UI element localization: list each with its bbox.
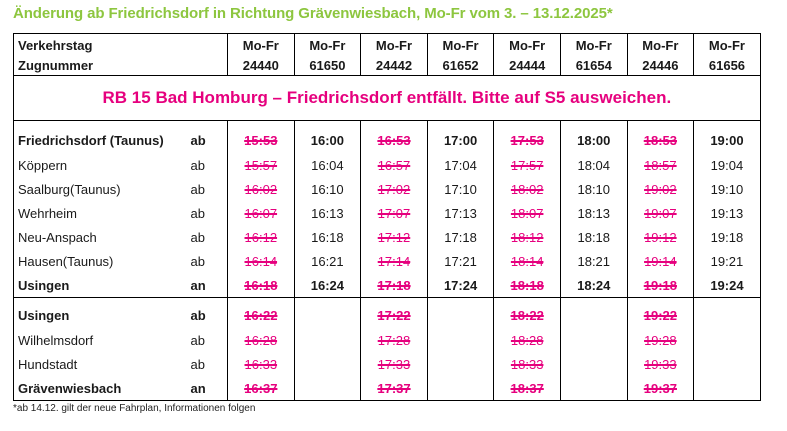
- time-cell: [494, 352, 561, 376]
- time-cell: [294, 177, 361, 201]
- time-cell: [228, 201, 295, 225]
- train-number-cell: 24442: [361, 56, 428, 76]
- traffic-day-cell: Mo-Fr: [294, 34, 361, 57]
- time-cell: [560, 273, 627, 298]
- time-cell: [494, 121, 561, 154]
- departure-time: 17:04: [444, 157, 477, 173]
- time-cell: [627, 328, 694, 352]
- time-cell: [627, 225, 694, 249]
- time-cell: [228, 328, 295, 352]
- time-cell: [694, 328, 761, 352]
- departure-time: 16:24: [310, 277, 345, 293]
- cancelled-time: 16:53: [377, 132, 411, 148]
- departure-time: 17:10: [444, 181, 477, 197]
- cancelled-time: 18:28: [510, 332, 544, 348]
- departure-time: 18:00: [577, 132, 611, 148]
- time-cell: [427, 177, 494, 201]
- time-cell: [560, 153, 627, 177]
- traffic-day-cell: Mo-Fr: [494, 34, 561, 57]
- timetable-row: [14, 153, 761, 177]
- time-cell: [294, 352, 361, 376]
- time-cell: [294, 273, 361, 298]
- arrival-departure-marker: an: [189, 376, 228, 401]
- time-cell: [294, 153, 361, 177]
- cancelled-time: 17:14: [377, 253, 411, 269]
- cancelled-time: 19:14: [644, 253, 677, 269]
- time-cell: [361, 328, 428, 352]
- time-cell: [294, 121, 361, 154]
- station-name: Usingen: [14, 273, 189, 298]
- departure-time: 18:21: [577, 253, 611, 269]
- time-cell: [228, 177, 295, 201]
- departure-time: 19:13: [710, 205, 744, 221]
- time-cell: [494, 225, 561, 249]
- cancelled-time: 16:12: [244, 229, 278, 245]
- time-cell: [228, 249, 295, 273]
- cancelled-time: 19:28: [644, 332, 677, 348]
- cancelled-time: 15:53: [244, 132, 278, 148]
- train-number-cell: 24446: [627, 56, 694, 76]
- timetable-row: [14, 177, 761, 201]
- time-cell: [694, 177, 761, 201]
- departure-time: 16:10: [311, 181, 344, 197]
- time-cell: [627, 153, 694, 177]
- departure-time: 19:21: [710, 253, 744, 269]
- cancelled-time: 19:18: [643, 277, 677, 293]
- time-cell: [694, 121, 761, 154]
- time-cell: [694, 249, 761, 273]
- time-cell: [427, 273, 494, 298]
- cancelled-time: 16:07: [244, 205, 278, 221]
- time-cell: [494, 177, 561, 201]
- traffic-day-cell: Mo-Fr: [361, 34, 428, 57]
- time-cell: [694, 153, 761, 177]
- time-cell: [560, 177, 627, 201]
- time-cell: [694, 376, 761, 401]
- time-cell: [560, 249, 627, 273]
- departure-time: 19:10: [710, 181, 744, 197]
- cancelled-time: 17:37: [377, 380, 411, 396]
- timetable-row: [14, 225, 761, 249]
- cancelled-time: 18:37: [510, 380, 544, 396]
- time-cell: [427, 201, 494, 225]
- station-name: Hausen(Taunus): [14, 249, 189, 273]
- arrival-departure-marker: ab: [190, 356, 205, 372]
- cancelled-time: 18:33: [510, 356, 544, 372]
- cancelled-time: 17:57: [510, 157, 544, 173]
- time-cell: [427, 121, 494, 154]
- time-cell: [228, 121, 295, 154]
- traffic-day-cell: Mo-Fr: [694, 34, 761, 57]
- cancelled-time: 16:14: [244, 253, 278, 269]
- header-row-train-number: [14, 56, 761, 76]
- time-cell: [494, 328, 561, 352]
- cancelled-time: 18:57: [644, 157, 677, 173]
- time-cell: [294, 298, 361, 329]
- timetable-row: [14, 201, 761, 225]
- footnote: *ab 14.12. gilt der neue Fahrplan, Informationen folgen: [13, 403, 256, 414]
- traffic-day-cell: Mo-Fr: [627, 34, 694, 57]
- cancelled-time: 19:12: [644, 229, 677, 245]
- time-cell: [694, 298, 761, 329]
- time-cell: [627, 298, 694, 329]
- train-number-cell: 61654: [560, 56, 627, 76]
- timetable-row: [14, 376, 761, 401]
- departure-time: 17:21: [444, 253, 477, 269]
- station-name: Saalburg(Taunus): [14, 177, 189, 201]
- cancelled-time: 18:53: [643, 132, 677, 148]
- time-cell: [694, 201, 761, 225]
- time-cell: [361, 225, 428, 249]
- cancelled-time: 16:02: [244, 181, 278, 197]
- time-cell: [494, 273, 561, 298]
- time-cell: [627, 177, 694, 201]
- time-cell: [294, 225, 361, 249]
- train-number-cell: 24444: [494, 56, 561, 76]
- traffic-day-cell: Mo-Fr: [560, 34, 627, 57]
- time-cell: [494, 376, 561, 401]
- time-cell: [361, 249, 428, 273]
- time-cell: [228, 225, 295, 249]
- cancelled-time: 17:18: [377, 277, 411, 293]
- departure-time: 18:18: [577, 229, 611, 245]
- cancelled-time: 19:22: [643, 307, 677, 323]
- time-cell: [427, 225, 494, 249]
- cancelled-time: 19:07: [644, 205, 677, 221]
- time-cell: [427, 153, 494, 177]
- time-cell: [494, 153, 561, 177]
- timetable-row: [14, 121, 761, 154]
- cancelled-time: 17:02: [377, 181, 411, 197]
- time-cell: [627, 352, 694, 376]
- time-cell: [294, 249, 361, 273]
- time-cell: [294, 376, 361, 401]
- train-number-cell: 61652: [427, 56, 494, 76]
- station-name: Usingen: [14, 298, 189, 329]
- time-cell: [694, 273, 761, 298]
- departure-time: 19:18: [710, 229, 744, 245]
- cancelled-time: 18:02: [510, 181, 544, 197]
- cancelled-time: 16:37: [244, 380, 278, 396]
- cancelled-time: 16:22: [244, 307, 278, 323]
- time-cell: [361, 177, 428, 201]
- time-cell: [560, 328, 627, 352]
- time-cell: [361, 201, 428, 225]
- departure-time: 19:04: [710, 157, 744, 173]
- arrival-departure-marker: an: [189, 273, 228, 298]
- cancelled-time: 18:22: [510, 307, 544, 323]
- time-cell: [494, 201, 561, 225]
- departure-time: 16:13: [311, 205, 344, 221]
- time-cell: [228, 298, 295, 329]
- time-cell: [361, 376, 428, 401]
- departure-time: 17:18: [444, 229, 477, 245]
- time-cell: [228, 376, 295, 401]
- arrival-departure-marker: ab: [190, 229, 205, 245]
- cancelled-time: 16:33: [244, 356, 278, 372]
- arrival-departure-marker: ab: [190, 332, 205, 348]
- cancelled-time: 17:22: [377, 307, 411, 323]
- time-cell: [361, 352, 428, 376]
- time-cell: [494, 298, 561, 329]
- time-cell: [361, 121, 428, 154]
- time-cell: [427, 328, 494, 352]
- timetable-row: [14, 328, 761, 352]
- departure-time: 16:00: [310, 132, 345, 148]
- departure-time: 19:24: [710, 277, 744, 293]
- departure-time: 18:10: [577, 181, 611, 197]
- time-cell: [494, 249, 561, 273]
- time-cell: [627, 121, 694, 154]
- traffic-day-label: Verkehrstag: [14, 34, 228, 57]
- time-cell: [361, 153, 428, 177]
- cancelled-time: 18:18: [510, 277, 544, 293]
- cancelled-time: 16:28: [244, 332, 278, 348]
- page-title: Änderung ab Friedrichsdorf in Richtung Grävenwiesbach, Mo-Fr vom 3. – 13.12.2025*: [13, 5, 613, 22]
- time-cell: [560, 121, 627, 154]
- station-name: Hundstadt: [14, 352, 189, 376]
- time-cell: [427, 376, 494, 401]
- arrival-departure-marker: ab: [190, 307, 206, 323]
- station-name: Köppern: [14, 153, 189, 177]
- time-cell: [627, 201, 694, 225]
- train-number-cell: 61650: [294, 56, 361, 76]
- time-cell: [560, 298, 627, 329]
- departure-time: 17:00: [443, 132, 478, 148]
- arrival-departure-marker: ab: [190, 205, 205, 221]
- cancelled-time: 16:57: [377, 157, 411, 173]
- cancelled-time: 17:28: [377, 332, 411, 348]
- timetable-row: [14, 273, 761, 298]
- departure-time: 16:04: [311, 157, 344, 173]
- arrival-departure-marker: ab: [190, 181, 205, 197]
- cancelled-time: 17:12: [377, 229, 411, 245]
- time-cell: [560, 225, 627, 249]
- time-cell: [427, 352, 494, 376]
- time-cell: [294, 328, 361, 352]
- time-cell: [694, 225, 761, 249]
- station-name: Grävenwiesbach: [14, 376, 189, 401]
- departure-time: 16:18: [311, 229, 344, 245]
- cancelled-time: 19:33: [644, 356, 677, 372]
- cancelled-time: 17:07: [377, 205, 411, 221]
- departure-time: 18:13: [577, 205, 611, 221]
- time-cell: [228, 153, 295, 177]
- cancelled-time: 15:57: [244, 157, 278, 173]
- cancelled-time: 17:33: [377, 356, 411, 372]
- station-name: Wilhelmsdorf: [14, 328, 189, 352]
- timetable: [13, 33, 761, 401]
- time-cell: [627, 273, 694, 298]
- departure-time: 17:13: [444, 205, 477, 221]
- time-cell: [560, 352, 627, 376]
- time-cell: [361, 298, 428, 329]
- departure-time: 19:00: [710, 132, 744, 148]
- arrival-departure-marker: ab: [190, 132, 206, 148]
- time-cell: [228, 273, 295, 298]
- timetable-row: [14, 352, 761, 376]
- departure-time: 18:24: [577, 277, 611, 293]
- departure-time: 17:24: [443, 277, 478, 293]
- time-cell: [560, 201, 627, 225]
- time-cell: [694, 352, 761, 376]
- cancelled-time: 19:02: [644, 181, 677, 197]
- arrival-departure-marker: ab: [190, 157, 205, 173]
- departure-time: 16:21: [311, 253, 344, 269]
- time-cell: [294, 201, 361, 225]
- notice-row: [14, 76, 761, 121]
- cancelled-time: 18:12: [510, 229, 544, 245]
- departure-time: 18:04: [577, 157, 611, 173]
- train-number-label: Zugnummer: [14, 56, 228, 76]
- cancelled-time: 18:14: [510, 253, 544, 269]
- time-cell: [627, 376, 694, 401]
- station-name: Wehrheim: [14, 201, 189, 225]
- cancelled-time: 18:07: [510, 205, 544, 221]
- time-cell: [228, 352, 295, 376]
- timetable-row: [14, 249, 761, 273]
- train-number-cell: 61656: [694, 56, 761, 76]
- time-cell: [361, 273, 428, 298]
- traffic-day-cell: Mo-Fr: [228, 34, 295, 57]
- traffic-day-cell: Mo-Fr: [427, 34, 494, 57]
- time-cell: [427, 298, 494, 329]
- station-name: Neu-Anspach: [14, 225, 189, 249]
- time-cell: [560, 376, 627, 401]
- cancelled-time: 17:53: [510, 132, 544, 148]
- station-name: Friedrichsdorf (Taunus): [14, 121, 189, 154]
- time-cell: [627, 249, 694, 273]
- cancelled-time: 19:37: [643, 380, 677, 396]
- cancellation-notice: RB 15 Bad Homburg – Friedrichsdorf entfällt. Bitte auf S5 ausweichen.: [14, 76, 761, 121]
- cancelled-time: 16:18: [244, 277, 278, 293]
- arrival-departure-marker: ab: [190, 253, 205, 269]
- train-number-cell: 24440: [228, 56, 295, 76]
- timetable-row: [14, 298, 761, 329]
- time-cell: [427, 249, 494, 273]
- header-row-traffic-day: [14, 34, 761, 57]
